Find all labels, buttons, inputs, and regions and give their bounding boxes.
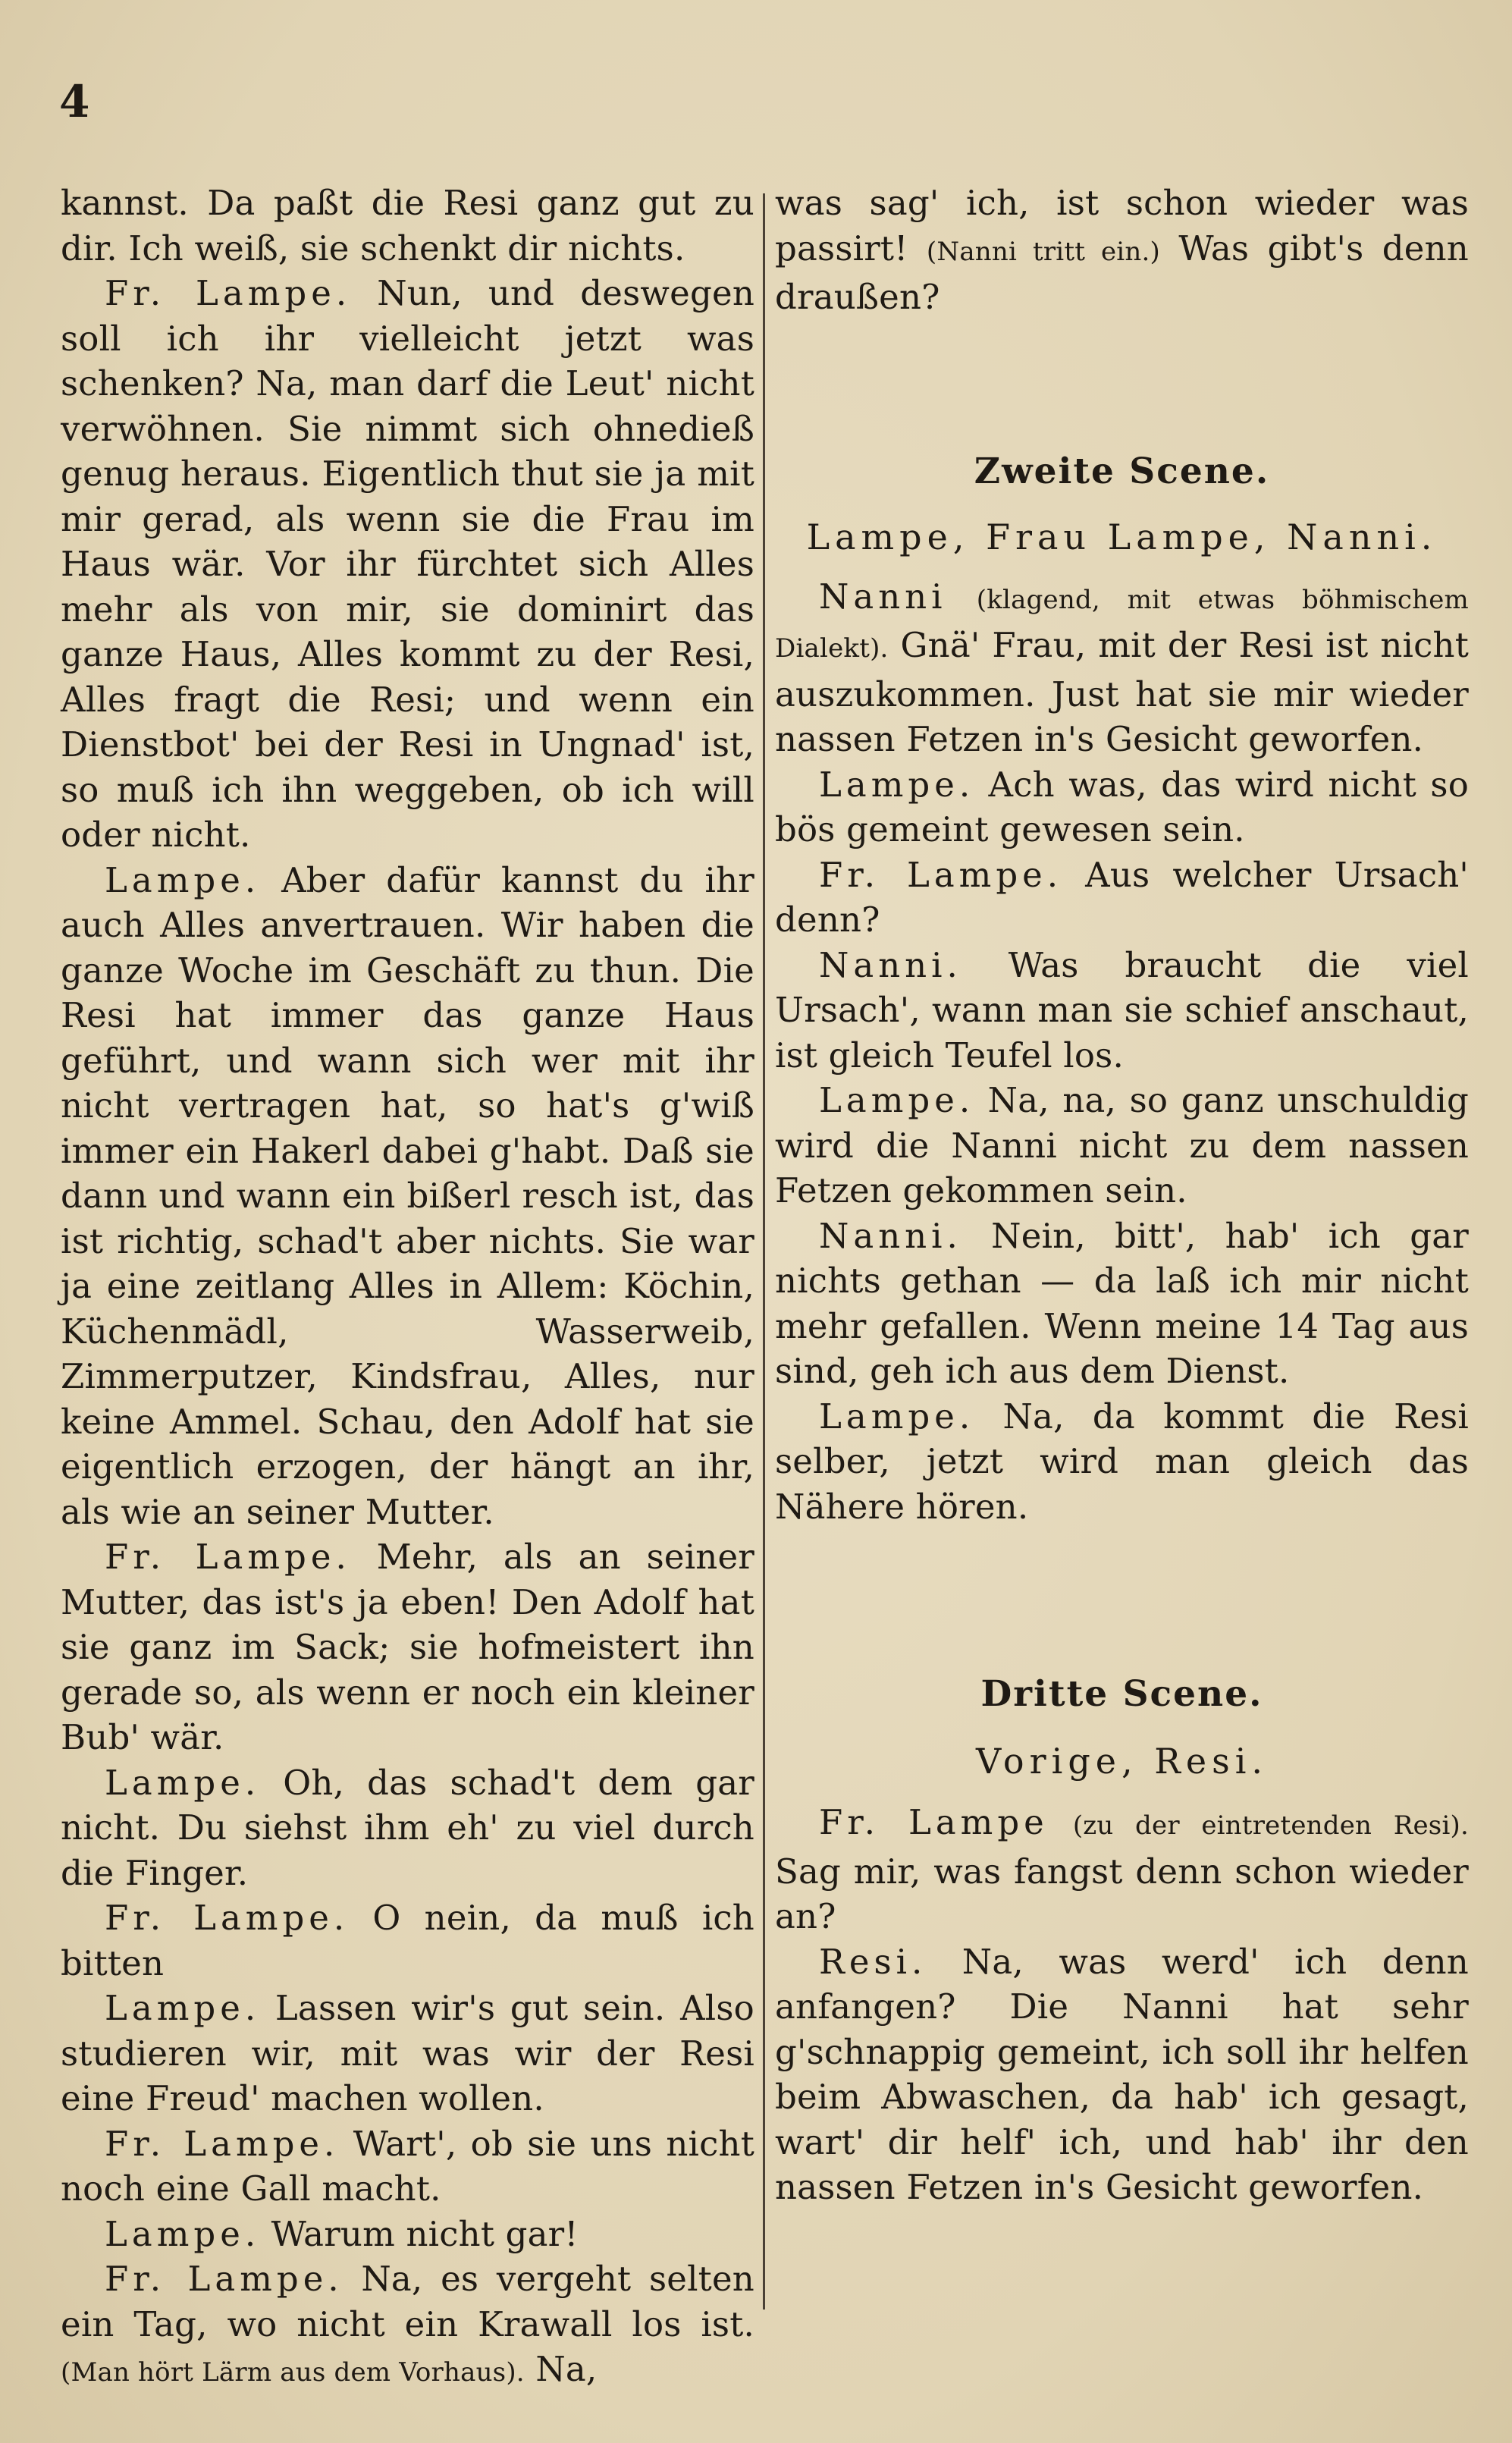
dialogue-paragraph <box>61 2121 754 2212</box>
scene-heading: Zweite Scene. <box>974 450 1270 492</box>
speaker-name: Fr. Lampe <box>819 1802 1049 1842</box>
dialogue-text: Aber dafür kannst du ihr auch Alles anvertrauen. Wir haben die ganze Woche im Geschäft zu thun. Die Resi hat immer das ganze Haus geführt, und wann sich wer mit ihr nicht vertragen hat, so hat's g'wiß immer ein Hakerl dabei g'habt. Daß sie dann und wann ein bißerl resch ist, das ist richtig, schad't aber nichts. Sie war ja eine zeitlang Alles in Allem: Köchin, Küchenmädl, Wasserweib, Zimmerputzer, Kindsfrau, Alles, nur keine Ammel. Schau, den Adolf hat sie eigentlich erzogen, der hängt an ihr, als wie an seiner Mutter. <box>61 859 754 1532</box>
dialogue-text: Wart', ob sie uns nicht noch eine Gall macht. <box>61 2123 754 2209</box>
dialogue-paragraph <box>775 762 1469 853</box>
dialogue-text: Lassen wir's gut sein. Also studieren wir, mit was wir der Resi eine Freud' machen wollen. <box>61 1988 754 2118</box>
speaker-name: Fr. Lampe. <box>105 2123 340 2164</box>
speaker-name: Lampe. <box>819 1396 975 1437</box>
dialogue-text: Nein, bitt', hab' ich gar nichts gethan — da laß ich mir nicht mehr gefallen. Wenn meine 14 Tag aus sind, geh ich aus dem Dienst. <box>775 1215 1469 1391</box>
dialogue-paragraph <box>775 1394 1469 1530</box>
speaker-name: Nanni. <box>819 944 962 985</box>
speaker-name: Fr. Lampe. <box>105 2259 343 2299</box>
dialogue-paragraph <box>61 271 754 858</box>
dialogue-text: Na, da kommt die Resi selber, jetzt wird man gleich das Nähere hören. <box>775 1396 1469 1527</box>
speaker-name: Lampe. <box>105 1988 261 2028</box>
dialogue-text: Mehr, als an seiner Mutter, das ist's ja eben! Den Adolf hat sie ganz im Sack; sie hofmeistert ihn gerade so, als wenn er noch ein kleiner Bub' wär. <box>61 1537 755 1757</box>
dialogue-paragraph <box>61 2212 754 2257</box>
dialogue-text: Na, <box>535 2349 598 2389</box>
dialogue-paragraph <box>61 1986 754 2121</box>
speaker-name: Lampe. <box>105 1762 261 1803</box>
dialogue-paragraph <box>61 1895 754 1986</box>
dialogue-paragraph <box>61 181 754 271</box>
scene-cast: Lampe, Frau Lampe, Nanni. <box>806 516 1438 557</box>
page-number: 4 <box>59 76 90 127</box>
scene-cast: Vorige, Resi. <box>975 1741 1269 1782</box>
dialogue-paragraph <box>775 574 1469 762</box>
scene-heading: Dritte Scene. <box>980 1673 1263 1715</box>
left-column <box>61 181 754 2396</box>
stage-direction: (Nanni tritt ein.) <box>926 236 1160 267</box>
dialogue-text: Gnä' Frau, mit der Resi ist nicht auszukommen. Just hat sie mir wieder nassen Fetzen in's Gesicht geworfen. <box>775 625 1469 759</box>
speaker-name: Lampe. <box>819 764 975 805</box>
column-divider <box>763 193 765 2310</box>
dialogue-paragraph <box>775 1800 1469 1939</box>
dialogue-paragraph <box>775 1939 1469 2210</box>
dialogue-paragraph <box>775 181 1469 320</box>
dialogue-paragraph <box>775 1078 1469 1214</box>
dialogue-text: Was braucht die viel Ursach', wann man sie schief anschaut, ist gleich Teufel los. <box>775 944 1469 1075</box>
dialogue-paragraph <box>61 2256 754 2396</box>
dialogue-paragraph <box>775 943 1469 1079</box>
speaker-name: Fr. Lampe. <box>105 273 352 313</box>
dialogue-paragraph <box>775 853 1469 943</box>
dialogue-text: Ach was, das wird nicht so bös gemeint gewesen sein. <box>775 764 1469 849</box>
speaker-name: Resi. <box>819 1941 927 1982</box>
speaker-name: Lampe. <box>819 1080 975 1120</box>
dialogue-paragraph <box>61 1534 754 1760</box>
speaker-name: Nanni <box>819 576 947 617</box>
scene-body <box>775 574 1469 1530</box>
dialogue-text: Na, na, so ganz unschuldig wird die Nanni nicht zu dem nassen Fetzen gekommen sein. <box>775 1080 1469 1211</box>
stage-direction: (Man hört Lärm aus dem Vorhaus). <box>61 2357 525 2388</box>
dialogue-text: Sag mir, was fangst denn schon wieder an? <box>775 1851 1469 1936</box>
right-column <box>775 181 1469 2210</box>
dialogue-text: Was gibt's denn draußen? <box>775 228 1469 317</box>
speaker-name: Fr. Lampe. <box>819 854 1063 895</box>
speaker-name: Lampe. <box>105 859 261 900</box>
dialogue-paragraph <box>775 1214 1469 1394</box>
speaker-name: Fr. Lampe. <box>105 1537 351 1577</box>
dialogue-text: Oh, das schad't dem gar nicht. Du siehst ihm eh' zu viel durch die Finger. <box>61 1762 754 1893</box>
dialogue-paragraph <box>61 1760 754 1896</box>
dialogue-text: Na, was werd' ich denn anfangen? Die Nanni hat sehr g'schnappig gemeint, ich soll ihr helfen beim Abwaschen, da hab' ich gesagt, wart' dir helf' ich, und hab' ihr den nassen Fetzen in's Gesicht geworfen. <box>775 1941 1469 2207</box>
dialogue-text: Aus welcher Ursach' denn? <box>775 854 1469 940</box>
speaker-name: Lampe. <box>105 2213 261 2254</box>
dialogue-text: Na, es vergeht selten ein Tag, wo nicht ein Krawall los ist. <box>61 2259 754 2344</box>
dialogue-text: O nein, da muß ich bitten <box>61 1898 754 1983</box>
stage-direction: (zu der eintretenden Resi). <box>1072 1810 1470 1841</box>
dialogue-paragraph <box>61 858 754 1535</box>
dialogue-text: kannst. Da paßt die Resi ganz gut zu dir. Ich weiß, sie schenkt dir nichts. <box>61 183 754 268</box>
stage-direction: (klagend, mit etwas böhmischem Dialekt). <box>775 584 1469 664</box>
dialogue-text: Warum nicht gar! <box>271 2213 579 2254</box>
speaker-name: Nanni. <box>819 1215 962 1256</box>
scene-body <box>775 1800 1469 2210</box>
speaker-name: Fr. Lampe. <box>105 1898 350 1938</box>
dialogue-text: Nun, und deswegen soll ich ihr vielleicht jetzt was schenken? Na, man darf die Leut' nicht verwöhnen. Sie nimmt sich ohnedieß genug heraus. Eigentlich thut sie ja mit mir gerad, als wenn sie die Frau im Haus wär. Vor ihr fürchtet sich Alles mehr als von mir, sie dominirt das ganze Haus, Alles kommt zu der Resi, Alles fragt die Resi; und wenn ein Dienstbot' bei der Resi in Ungnad' ist, so muß ich ihn weggeben, ob ich will oder nicht. <box>61 273 754 855</box>
dialogue-text: was sag' ich, ist schon wieder was passirt! <box>775 183 1469 268</box>
